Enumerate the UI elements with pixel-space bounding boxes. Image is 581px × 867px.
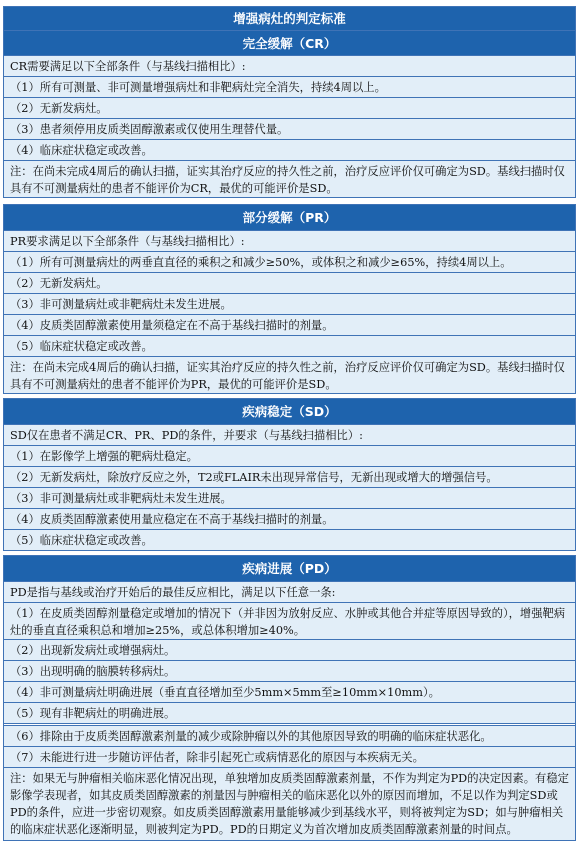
pd-item: （6）排除由于皮质类固醇激素剂量的减少或除肿瘤以外的其他原因导致的明确的临床症状恶化。 <box>4 725 575 746</box>
pr-table <box>3 204 576 394</box>
pd-note: 注：如果无与肿瘤相关临床恶化情况出现，单独增加皮质类固醇激素剂量，不作为判定为PD的决定因素。有稳定影像学表现者，如其皮质类固醇激素的剂量因与肿瘤相关的临床恶化以外的原因而增加，不足以作为判定SD或PD的条件，应进一步密切观察。如皮质类固醇激素用量能够减少到基线水平，则将被判定为SD；如与肿瘤相关的临床症状恶化逐渐明显，则被判定为PD。PD的日期定义为首次增加皮质类固醇激素剂量的时间点。 <box>4 767 575 840</box>
pr-item: （1）所有可测量病灶的两垂直直径的乘积之和减少≥50%，或体积之和减少≥65%，持续4周以上。 <box>4 251 575 272</box>
pd-item: （5）现有非靶病灶的明确进展。 <box>4 702 575 723</box>
sd-item: （2）无新发病灶，除放疗反应之外，T2或FLAIR未出现异常信号，无新出现或增大的增强信号。 <box>4 466 575 487</box>
sd-item: （4）皮质类固醇激素使用量应稳定在不高于基线扫描时的剂量。 <box>4 508 575 529</box>
sd-item: （1）在影像学上增强的靶病灶稳定。 <box>4 445 575 466</box>
pd-intro: PD是指与基线或治疗开始后的最佳反应相比，满足以下任意一条: <box>4 581 575 602</box>
pd-item: （7）未能进行进一步随访评估者，除非引起死亡或病情恶化的原因与本疾病无关。 <box>4 746 575 767</box>
sd-table <box>3 398 576 551</box>
pr-header: 部分缓解（PR） <box>4 205 575 230</box>
page-title: 增强病灶的判定标准 <box>4 7 575 30</box>
pr-item: （2）无新发病灶。 <box>4 272 575 293</box>
cr-intro: CR需要满足以下全部条件（与基线扫描相比）: <box>4 55 575 76</box>
sd-header: 疾病稳定（SD） <box>4 399 575 424</box>
cr-table <box>3 6 576 198</box>
pd-header: 疾病进展（PD） <box>4 556 575 581</box>
cr-item: （3）患者须停用皮质类固醇激素或仅使用生理替代量。 <box>4 118 575 139</box>
cr-header: 完全缓解（CR） <box>4 30 575 55</box>
sd-intro: SD仅在患者不满足CR、PR、PD的条件，并要求（与基线扫描相比）: <box>4 424 575 445</box>
pd-table <box>3 555 576 841</box>
pr-item: （3）非可测量病灶或非靶病灶未发生进展。 <box>4 293 575 314</box>
cr-item: （1）所有可测量、非可测量增强病灶和非靶病灶完全消失，持续4周以上。 <box>4 76 575 97</box>
pr-note: 注：在尚未完成4周后的确认扫描，证实其治疗反应的持久性之前，治疗反应评价仅可确定为SD。基线扫描时仅具有不可测量病灶的患者不能评价为PR，最优的可能评价是SD。 <box>4 356 575 393</box>
pr-item: （5）临床症状稳定或改善。 <box>4 335 575 356</box>
pd-item: （3）出现明确的脑膜转移病灶。 <box>4 660 575 681</box>
sd-item: （3）非可测量病灶或非靶病灶未发生进展。 <box>4 487 575 508</box>
cr-note: 注：在尚未完成4周后的确认扫描，证实其治疗反应的持久性之前，治疗反应评价仅可确定为SD。基线扫描时仅具有不可测量病灶的患者不能评价为CR，最优的可能评价是SD。 <box>4 160 575 197</box>
cr-item: （2）无新发病灶。 <box>4 97 575 118</box>
pr-intro: PR要求满足以下全部条件（与基线扫描相比）: <box>4 230 575 251</box>
sd-item: （5）临床症状稳定或改善。 <box>4 529 575 550</box>
pr-item: （4）皮质类固醇激素使用量须稳定在不高于基线扫描时的剂量。 <box>4 314 575 335</box>
cr-item: （4）临床症状稳定或改善。 <box>4 139 575 160</box>
pd-item: （1）在皮质类固醇剂量稳定或增加的情况下（并非因为放射反应、水肿或其他合并症等原因导致的），增强靶病灶的垂直直径乘积总和增加≥25%，或总体积增加≥40%。 <box>4 602 575 639</box>
pd-item: （2）出现新发病灶或增强病灶。 <box>4 639 575 660</box>
pd-item: （4）非可测量病灶明确进展（垂直直径增加至少5mm×5mm至≥10mm×10mm）。 <box>4 681 575 702</box>
